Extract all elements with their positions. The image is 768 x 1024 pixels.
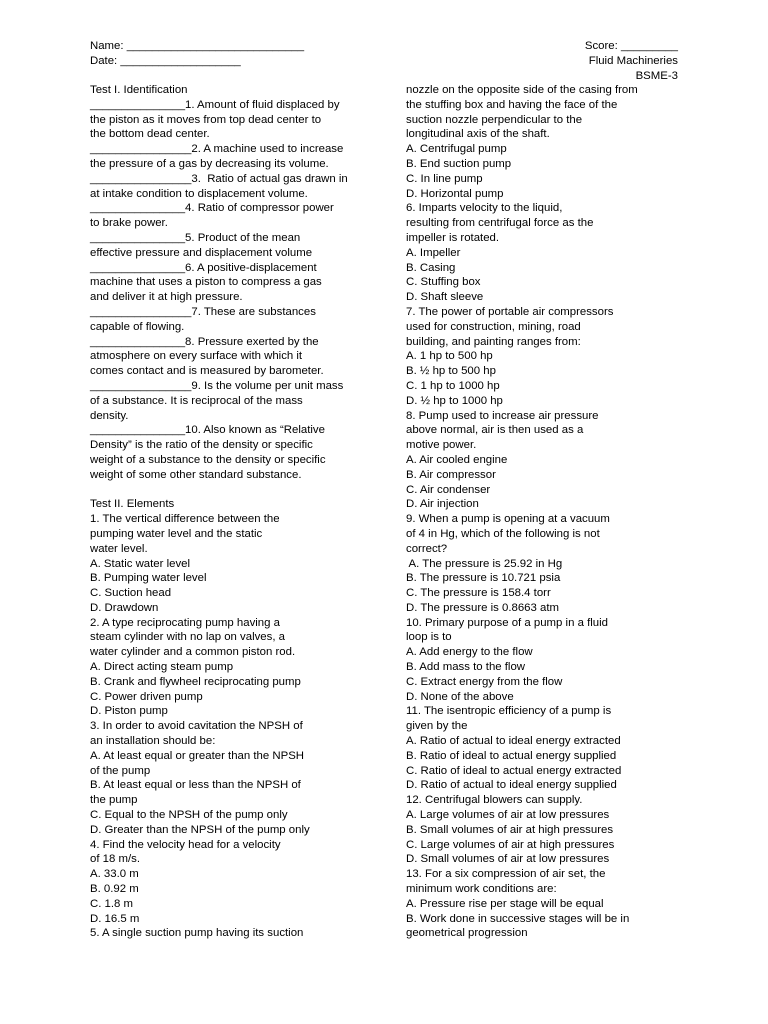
right-column-line: D. Horizontal pump: [406, 187, 504, 200]
left-column-line: A. Static water level: [90, 557, 191, 570]
left-column-line: _______________4. Ratio of compressor power: [90, 202, 334, 215]
left-column-line: _______________5. Product of the mean: [90, 231, 301, 244]
right-column-line: B. Small volumes of air at high pressures: [406, 823, 614, 836]
right-column-line: above normal, air is then used as a: [406, 424, 584, 437]
header-right: [585, 39, 678, 83]
left-column-line: [90, 483, 375, 498]
right-column-line: D. Air injection: [406, 498, 479, 511]
right-column-line: resulting from centrifugal force as the: [406, 217, 594, 230]
right-column-line: 9. When a pump is opening at a vacuum: [406, 513, 610, 526]
left-column-line: ________________9. Is the volume per unit mass: [90, 379, 344, 392]
left-column-line: density.: [90, 409, 129, 422]
right-column-line: suction nozzle perpendicular to the: [406, 113, 583, 126]
right-column-line: building, and painting ranges from:: [406, 335, 581, 348]
score-field-label: Score: _________: [584, 40, 678, 52]
right-column-line: 6. Imparts velocity to the liquid,: [406, 202, 563, 215]
right-column-line: C. Ratio of ideal to actual energy extracted: [406, 764, 622, 777]
left-column-line: the pressure of a gas by decreasing its volume.: [90, 157, 329, 170]
left-column-line: _______________1. Amount of fluid displaced by: [90, 98, 340, 111]
left-column-line: of the pump: [90, 764, 151, 777]
left-column-line: Test II. Elements: [90, 498, 175, 511]
left-column-line: the pump: [90, 794, 138, 807]
left-column-line: to brake power.: [90, 217, 168, 230]
right-column-line: 7. The power of portable air compressors: [406, 305, 614, 318]
left-column-line: Density” is the ratio of the density or specific: [90, 439, 313, 452]
left-column-line: weight of some other standard substance.: [90, 468, 302, 481]
left-column-line: C. Equal to the NPSH of the pump only: [90, 809, 288, 822]
left-column-line: D. Piston pump: [90, 705, 168, 718]
right-column-line: used for construction, mining, road: [406, 320, 581, 333]
right-column-line: C. Stuffing box: [406, 276, 481, 289]
date-field-label: Date: ___________________: [90, 54, 241, 67]
right-column-line: A. The pressure is 25.92 in Hg: [406, 557, 563, 570]
right-column-line: D. Small volumes of air at low pressures: [406, 853, 610, 866]
right-column-line: C. Large volumes of air at high pressures: [406, 838, 615, 851]
left-column-line: pumping water level and the static: [90, 527, 263, 540]
right-column-line: geometrical progression: [406, 927, 528, 940]
left-column-line: ________________3. Ratio of actual gas drawn in: [90, 172, 348, 185]
right-column-line: B. Casing: [406, 261, 456, 274]
subject-title: Fluid Machineries: [588, 54, 678, 67]
right-column-line: B. Ratio of ideal to actual energy supplied: [406, 749, 617, 762]
right-column-line: A. Ratio of actual to ideal energy extracted: [406, 735, 621, 748]
left-column-line: B. 0.92 m: [90, 883, 139, 896]
right-column-line: A. Impeller: [406, 246, 461, 259]
right-column: [406, 83, 668, 941]
right-column-line: nozzle on the opposite side of the casing from: [406, 84, 638, 96]
left-column-line: and deliver it at high pressure.: [90, 291, 243, 304]
left-column-line: capable of flowing.: [90, 320, 185, 333]
left-column: [90, 83, 375, 941]
right-column-line: D. The pressure is 0.8663 atm: [406, 601, 560, 614]
left-column-line: 3. In order to avoid cavitation the NPSH of: [90, 720, 303, 733]
left-column-line: _______________8. Pressure exerted by the: [90, 335, 319, 348]
left-column-line: effective pressure and displacement volume: [90, 246, 313, 259]
left-column-line: B. Pumping water level: [90, 572, 207, 585]
left-column-line: A. 33.0 m: [90, 868, 139, 881]
left-column-line: C. Suction head: [90, 587, 172, 600]
right-column-line: 8. Pump used to increase air pressure: [406, 409, 599, 422]
right-column-line: motive power.: [406, 439, 477, 452]
right-column-line: A. Centrifugal pump: [406, 143, 507, 156]
left-column-line: C. 1.8 m: [90, 897, 134, 910]
left-column-line: at intake condition to displacement volume.: [90, 187, 308, 200]
header-left: [90, 39, 304, 69]
left-column-line: atmosphere on every surface with which it: [90, 350, 303, 363]
left-column-line: 4. Find the velocity head for a velocity: [90, 838, 281, 851]
right-column-line: C. 1 hp to 1000 hp: [406, 379, 500, 392]
right-column-line: C. In line pump: [406, 172, 483, 185]
left-column-line: water level.: [90, 542, 148, 555]
right-column-line: A. Pressure rise per stage will be equal: [406, 897, 604, 910]
right-column-line: D. None of the above: [406, 690, 514, 703]
right-column-line: D. ½ hp to 1000 hp: [406, 394, 503, 407]
name-field-label: Name: ____________________________: [90, 40, 305, 52]
right-column-line: minimum work conditions are:: [406, 883, 557, 896]
right-column-line: C. Extract energy from the flow: [406, 675, 563, 688]
right-column-line: B. End suction pump: [406, 157, 512, 170]
left-column-line: A. At least equal or greater than the NPSH: [90, 749, 305, 762]
right-column-line: B. ½ hp to 500 hp: [406, 365, 496, 378]
right-column-line: D. Shaft sleeve: [406, 291, 484, 304]
right-column-line: A. Add energy to the flow: [406, 646, 533, 659]
right-column-line: of 4 in Hg, which of the following is not: [406, 527, 600, 540]
left-column-line: _______________10. Also known as “Relative: [90, 424, 325, 437]
left-column-line: machine that uses a piston to compress a gas: [90, 276, 322, 289]
left-column-line: 1. The vertical difference between the: [90, 513, 280, 526]
left-column-line: D. 16.5 m: [90, 912, 140, 925]
section-label: BSME-3: [635, 69, 678, 82]
right-column-line: correct?: [406, 542, 448, 555]
right-column-line: 12. Centrifugal blowers can supply.: [406, 794, 583, 807]
right-column-line: A. 1 hp to 500 hp: [406, 350, 493, 363]
left-column-line: B. Crank and flywheel reciprocating pump: [90, 675, 301, 688]
left-column-line: D. Drawdown: [90, 601, 159, 614]
left-column-line: Test I. Identification: [90, 84, 188, 96]
right-column-line: B. Work done in successive stages will be in: [406, 912, 630, 925]
right-column-line: impeller is rotated.: [406, 231, 500, 244]
left-column-line: B. At least equal or less than the NPSH of: [90, 779, 301, 792]
right-column-line: A. Large volumes of air at low pressures: [406, 809, 610, 822]
left-column-line: ________________7. These are substances: [90, 305, 316, 318]
left-column-line: the piston as it moves from top dead center to: [90, 113, 322, 126]
left-column-line: weight of a substance to the density or specific: [90, 453, 326, 466]
left-column-line: 2. A type reciprocating pump having a: [90, 616, 280, 629]
right-column-line: B. Air compressor: [406, 468, 496, 481]
right-column-line: longitudinal axis of the shaft.: [406, 128, 550, 141]
right-column-line: B. The pressure is 10.721 psia: [406, 572, 561, 585]
left-column-line: D. Greater than the NPSH of the pump only: [90, 823, 310, 836]
right-column-line: 10. Primary purpose of a pump in a fluid: [406, 616, 608, 629]
left-column-line: the bottom dead center.: [90, 128, 210, 141]
right-column-line: C. Air condenser: [406, 483, 491, 496]
right-column-line: given by the: [406, 720, 468, 733]
right-column-line: loop is to: [406, 631, 452, 644]
left-column-line: A. Direct acting steam pump: [90, 661, 234, 674]
left-column-line: steam cylinder with no lap on valves, a: [90, 631, 286, 644]
left-column-line: comes contact and is measured by barometer.: [90, 365, 324, 378]
left-column-line: ________________2. A machine used to increase: [90, 143, 344, 156]
right-column-line: C. The pressure is 158.4 torr: [406, 587, 551, 600]
left-column-line: of 18 m/s.: [90, 853, 141, 866]
left-column-line: water cylinder and a common piston rod.: [90, 646, 296, 659]
left-column-line: an installation should be:: [90, 735, 216, 748]
left-column-line: C. Power driven pump: [90, 690, 203, 703]
left-column-line: _______________6. A positive-displacement: [90, 261, 317, 274]
right-column-line: 11. The isentropic efficiency of a pump is: [406, 705, 612, 718]
right-column-line: B. Add mass to the flow: [406, 661, 526, 674]
right-column-line: 13. For a six compression of air set, the: [406, 868, 606, 881]
right-column-line: the stuffing box and having the face of the: [406, 98, 618, 111]
right-column-line: A. Air cooled engine: [406, 453, 508, 466]
right-column-line: D. Ratio of actual to ideal energy supplied: [406, 779, 617, 792]
left-column-line: of a substance. It is reciprocal of the mass: [90, 394, 303, 407]
left-column-line: 5. A single suction pump having its suction: [90, 927, 304, 940]
